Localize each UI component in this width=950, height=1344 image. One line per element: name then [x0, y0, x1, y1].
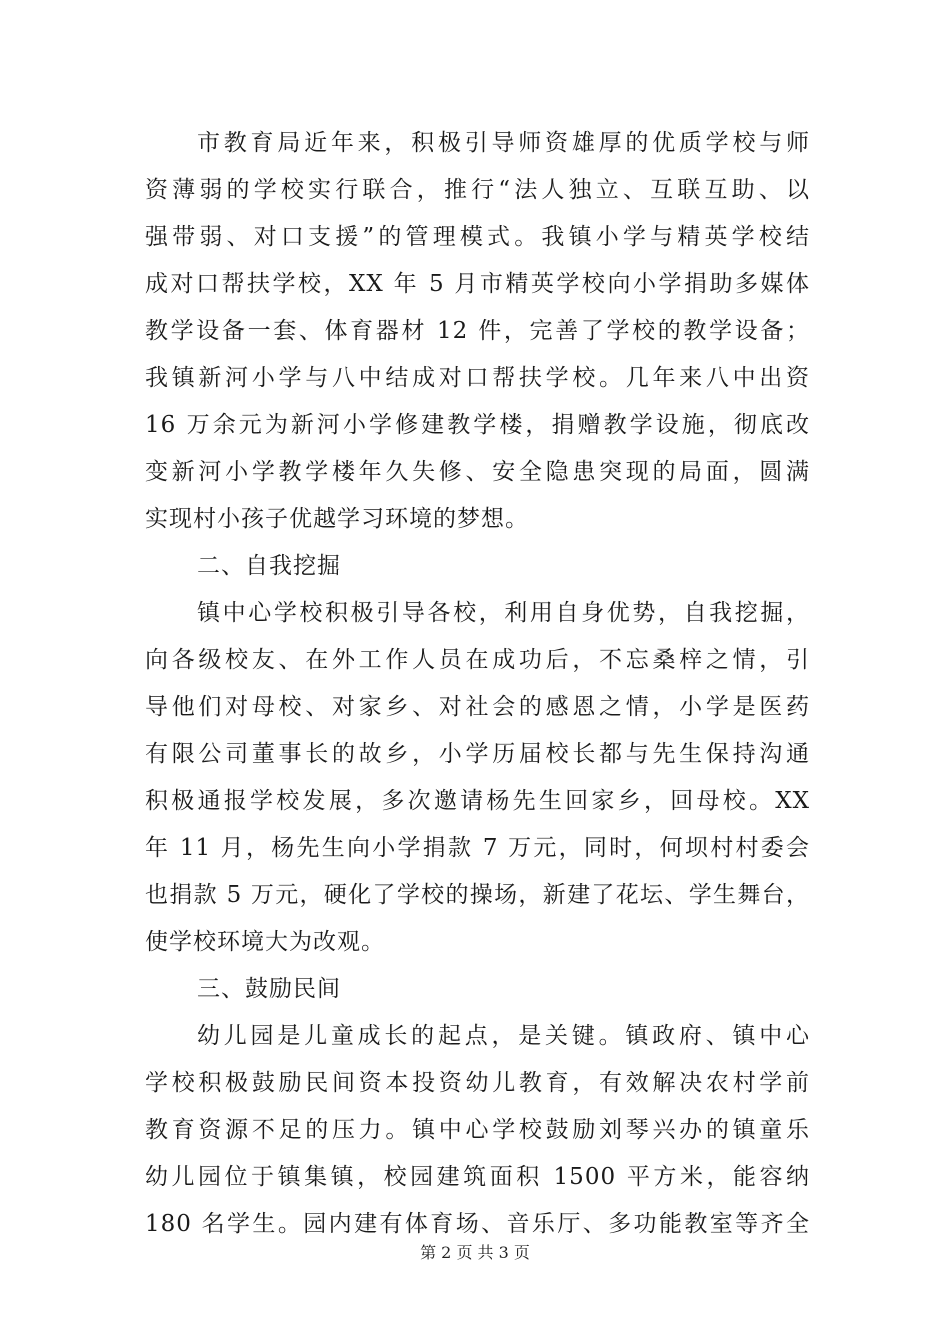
text-line: 教育资源不足的压力。镇中心学校鼓励刘琴兴办的镇童乐: [145, 1117, 810, 1143]
text-line: 有限公司董事长的故乡，小学历届校长都与先生保持沟通: [145, 741, 810, 767]
section-heading-2: 二、自我挖掘: [197, 553, 341, 579]
paragraph-2: [145, 590, 810, 966]
section-heading-3: 三、鼓励民间: [197, 976, 341, 1002]
text-line: 也捐款 5 万元，硬化了学校的操场，新建了花坛、学生舞台，: [145, 882, 810, 908]
text-line: 我镇新河小学与八中结成对口帮扶学校。几年来八中出资: [145, 365, 810, 391]
paragraph-1: [145, 120, 810, 543]
text-line: 成对口帮扶学校，XX 年 5 月市精英学校向小学捐助多媒体: [145, 271, 810, 297]
text-line: 导他们对母校、对家乡、对社会的感恩之情，小学是医药: [145, 694, 810, 720]
text-line: 180 名学生。园内建有体育场、音乐厅、多功能教室等齐全: [145, 1211, 810, 1237]
text-line: 年 11 月，杨先生向小学捐款 7 万元，同时，何坝村村委会: [145, 835, 810, 861]
text-line: 幼儿园位于镇集镇，校园建筑面积 1500 平方米，能容纳: [145, 1164, 810, 1190]
text-line: 16 万余元为新河小学修建教学楼，捐赠教学设施，彻底改: [145, 412, 810, 438]
page-number-footer: 第 2 页 共 3 页: [420, 1243, 530, 1262]
text-line: 幼儿园是儿童成长的起点，是关键。镇政府、镇中心: [197, 1023, 810, 1049]
text-line: 强带弱、对口支援”的管理模式。我镇小学与精英学校结: [145, 224, 810, 250]
text-line: 变新河小学教学楼年久失修、安全隐患突现的局面，圆满: [145, 459, 810, 485]
paragraph-3: [145, 1013, 810, 1248]
text-line: 实现村小孩子优越学习环境的梦想。: [145, 506, 529, 532]
document-body: [145, 120, 810, 1248]
text-line: 向各级校友、在外工作人员在成功后，不忘桑梓之情，引: [145, 647, 810, 673]
text-line: 市教育局近年来，积极引导师资雄厚的优质学校与师: [197, 130, 810, 156]
text-line: 学校积极鼓励民间资本投资幼儿教育，有效解决农村学前: [145, 1070, 810, 1096]
text-line: 使学校环境大为改观。: [145, 929, 385, 955]
text-line: 积极通报学校发展，多次邀请杨先生回家乡，回母校。XX: [145, 788, 810, 814]
text-line: 镇中心学校积极引导各校，利用自身优势，自我挖掘，: [197, 600, 810, 626]
text-line: 教学设备一套、体育器材 12 件，完善了学校的教学设备；: [145, 318, 810, 344]
text-line: 资薄弱的学校实行联合，推行“法人独立、互联互助、以: [145, 177, 810, 203]
